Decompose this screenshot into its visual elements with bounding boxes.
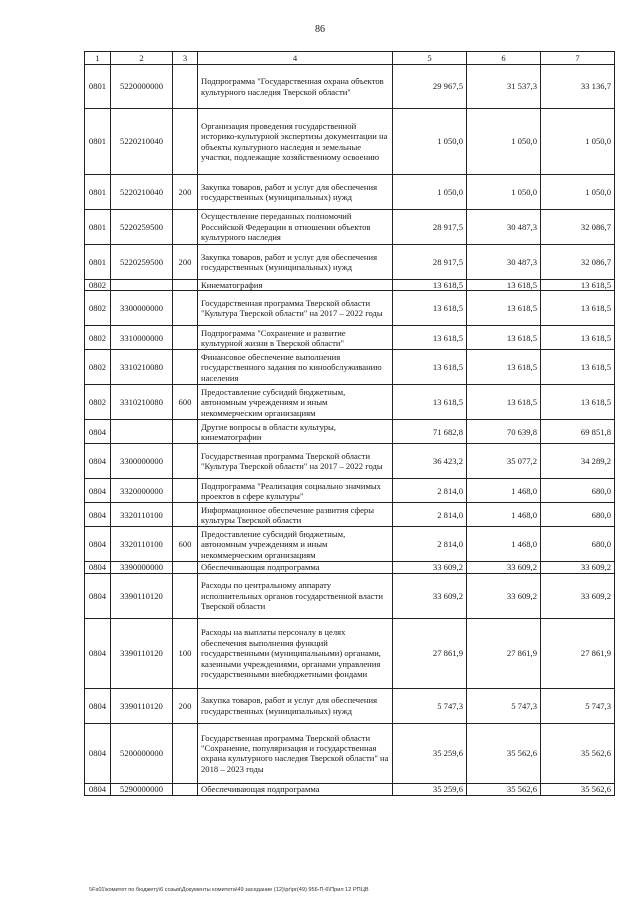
expense-type-cell: 200: [173, 175, 198, 210]
item-name-cell: Государственная программа Тверской области "Культура Тверской области" на 2017 – 2022 годы: [198, 444, 393, 479]
target-article-cell: 5220210040: [111, 175, 173, 210]
item-name-cell: Информационное обеспечение развития сферы культуры Тверской области: [198, 503, 393, 527]
amount-col6-cell: 13 618,5: [467, 291, 541, 326]
section-code-cell: 0801: [85, 175, 111, 210]
item-name-cell: Предоставление субсидий бюджетным, автономным учреждениям и иным некоммерческим организациям: [198, 527, 393, 562]
item-name-cell: Расходы по центральному аппарату исполнительных органов государственной власти Тверской области: [198, 573, 393, 618]
section-code-cell: 0804: [85, 444, 111, 479]
table-row: [85, 291, 615, 326]
header-cell: 4: [198, 52, 393, 65]
item-name-cell: Организация проведения государственной историко-культурной экспертизы документации на объекты культурного наследия и земельные участки, подлежащие хозяйственному освоению: [198, 109, 393, 175]
amount-col7-cell: 13 618,5: [541, 326, 615, 350]
target-article-cell: 3390110120: [111, 573, 173, 618]
target-article-cell: 3300000000: [111, 291, 173, 326]
section-code-cell: 0804: [85, 618, 111, 688]
amount-col6-cell: 35 562,6: [467, 723, 541, 783]
table-row: [85, 444, 615, 479]
amount-col7-cell: 69 851,8: [541, 420, 615, 444]
amount-col7-cell: 35 562,6: [541, 723, 615, 783]
section-code-cell: 0804: [85, 562, 111, 573]
target-article-cell: 5220259500: [111, 210, 173, 245]
footer-file-path: \\Fs01\комитет по бюджету\6 созыв\Документы комитета\49 заседание (12)\pr\pr(49) 956-П-6\Прил 12 РПЦВ: [89, 887, 369, 893]
amount-col6-cell: 30 487,3: [467, 245, 541, 280]
amount-col5-cell: 1 050,0: [393, 175, 467, 210]
table-row: [85, 479, 615, 503]
section-code-cell: 0804: [85, 503, 111, 527]
amount-col6-cell: 27 861,9: [467, 618, 541, 688]
target-article-cell: 3390110120: [111, 618, 173, 688]
expense-type-cell: [173, 291, 198, 326]
amount-col7-cell: 33 136,7: [541, 65, 615, 109]
amount-col5-cell: 2 814,0: [393, 527, 467, 562]
table-row: [85, 175, 615, 210]
amount-col7-cell: 32 086,7: [541, 245, 615, 280]
header-cell: 3: [173, 52, 198, 65]
section-code-cell: 0802: [85, 291, 111, 326]
item-name-cell: Обеспечивающая подпрограмма: [198, 783, 393, 795]
item-name-cell: Кинематография: [198, 280, 393, 291]
section-code-cell: 0802: [85, 280, 111, 291]
amount-col5-cell: 71 682,8: [393, 420, 467, 444]
section-code-cell: 0801: [85, 210, 111, 245]
amount-col7-cell: 13 618,5: [541, 280, 615, 291]
item-name-cell: Расходы на выплаты персоналу в целях обеспечения выполнения функций государственными (муниципальными) органами, казенными учреждениями, органами управления государственными внебюджетными фондами: [198, 618, 393, 688]
amount-col6-cell: 1 050,0: [467, 109, 541, 175]
section-code-cell: 0804: [85, 479, 111, 503]
target-article-cell: 3390000000: [111, 562, 173, 573]
section-code-cell: 0802: [85, 326, 111, 350]
item-name-cell: Закупка товаров, работ и услуг для обеспечения государственных (муниципальных) нужд: [198, 245, 393, 280]
amount-col6-cell: 35 077,2: [467, 444, 541, 479]
target-article-cell: 3320000000: [111, 479, 173, 503]
amount-col7-cell: 13 618,5: [541, 350, 615, 385]
expense-type-cell: [173, 783, 198, 795]
section-code-cell: 0804: [85, 723, 111, 783]
header-cell: 7: [541, 52, 615, 65]
header-cell: 6: [467, 52, 541, 65]
table-row: [85, 65, 615, 109]
section-code-cell: 0804: [85, 688, 111, 723]
expense-type-cell: [173, 109, 198, 175]
item-name-cell: Осуществление переданных полномочий Российской Федерации в отношении объектов культурного наследия: [198, 210, 393, 245]
amount-col5-cell: 13 618,5: [393, 326, 467, 350]
amount-col7-cell: 13 618,5: [541, 385, 615, 420]
table-row: [85, 245, 615, 280]
section-code-cell: 0801: [85, 65, 111, 109]
item-name-cell: Подпрограмма "Государственная охрана объектов культурного наследия Тверской области": [198, 65, 393, 109]
amount-col6-cell: 13 618,5: [467, 385, 541, 420]
amount-col6-cell: 1 468,0: [467, 527, 541, 562]
table-row: [85, 350, 615, 385]
amount-col5-cell: 5 747,3: [393, 688, 467, 723]
amount-col7-cell: 680,0: [541, 527, 615, 562]
section-code-cell: 0802: [85, 350, 111, 385]
target-article-cell: 3320110100: [111, 527, 173, 562]
item-name-cell: Закупка товаров, работ и услуг для обеспечения государственных (муниципальных) нужд: [198, 688, 393, 723]
amount-col7-cell: 13 618,5: [541, 291, 615, 326]
amount-col5-cell: 29 967,5: [393, 65, 467, 109]
table-row: [85, 573, 615, 618]
expense-type-cell: [173, 562, 198, 573]
header-cell: 2: [111, 52, 173, 65]
table-row: [85, 503, 615, 527]
section-code-cell: 0804: [85, 527, 111, 562]
header-cell: 5: [393, 52, 467, 65]
amount-col7-cell: 680,0: [541, 479, 615, 503]
budget-table: [84, 51, 615, 796]
item-name-cell: Государственная программа Тверской области "Сохранение, популяризация и государственная охрана культурного наследия Тверской области" на 2018 – 2023 годы: [198, 723, 393, 783]
table-row: [85, 618, 615, 688]
item-name-cell: Обеспечивающая подпрограмма: [198, 562, 393, 573]
expense-type-cell: [173, 210, 198, 245]
table-row: [85, 210, 615, 245]
table-row: [85, 420, 615, 444]
target-article-cell: 5200000000: [111, 723, 173, 783]
amount-col5-cell: 13 618,5: [393, 385, 467, 420]
item-name-cell: Государственная программа Тверской области "Культура Тверской области" на 2017 – 2022 годы: [198, 291, 393, 326]
table-row: [85, 385, 615, 420]
amount-col6-cell: 30 487,3: [467, 210, 541, 245]
expense-type-cell: [173, 503, 198, 527]
amount-col7-cell: 32 086,7: [541, 210, 615, 245]
expense-type-cell: [173, 573, 198, 618]
amount-col6-cell: 1 468,0: [467, 503, 541, 527]
amount-col5-cell: 13 618,5: [393, 280, 467, 291]
amount-col6-cell: 35 562,6: [467, 783, 541, 795]
section-code-cell: 0801: [85, 109, 111, 175]
table-row: [85, 280, 615, 291]
target-article-cell: 3390110120: [111, 688, 173, 723]
expense-type-cell: [173, 350, 198, 385]
amount-col5-cell: 33 609,2: [393, 573, 467, 618]
section-code-cell: 0802: [85, 385, 111, 420]
target-article-cell: [111, 280, 173, 291]
expense-type-cell: [173, 326, 198, 350]
item-name-cell: Подпрограмма "Сохранение и развитие культурной жизни в Тверской области": [198, 326, 393, 350]
amount-col5-cell: 27 861,9: [393, 618, 467, 688]
expense-type-cell: [173, 280, 198, 291]
amount-col5-cell: 2 814,0: [393, 479, 467, 503]
expense-type-cell: [173, 723, 198, 783]
page-number: 86: [315, 24, 325, 35]
expense-type-cell: [173, 65, 198, 109]
expense-type-cell: 600: [173, 385, 198, 420]
table-row: [85, 562, 615, 573]
table-row: [85, 527, 615, 562]
target-article-cell: [111, 420, 173, 444]
expense-type-cell: 200: [173, 688, 198, 723]
table-row: [85, 723, 615, 783]
target-article-cell: 5220000000: [111, 65, 173, 109]
table-row: [85, 326, 615, 350]
amount-col5-cell: 28 917,5: [393, 210, 467, 245]
amount-col6-cell: 13 618,5: [467, 280, 541, 291]
amount-col7-cell: 1 050,0: [541, 109, 615, 175]
header-row: [85, 52, 615, 65]
table-row: [85, 783, 615, 795]
header-cell: 1: [85, 52, 111, 65]
expense-type-cell: [173, 420, 198, 444]
target-article-cell: 5220259500: [111, 245, 173, 280]
amount-col6-cell: 33 609,2: [467, 562, 541, 573]
section-code-cell: 0801: [85, 245, 111, 280]
amount-col6-cell: 70 639,8: [467, 420, 541, 444]
amount-col7-cell: 5 747,3: [541, 688, 615, 723]
section-code-cell: 0804: [85, 420, 111, 444]
section-code-cell: 0804: [85, 573, 111, 618]
item-name-cell: Закупка товаров, работ и услуг для обеспечения государственных (муниципальных) нужд: [198, 175, 393, 210]
target-article-cell: 3320110100: [111, 503, 173, 527]
expense-type-cell: [173, 479, 198, 503]
amount-col7-cell: 33 609,2: [541, 562, 615, 573]
target-article-cell: 3310210080: [111, 385, 173, 420]
target-article-cell: 3310000000: [111, 326, 173, 350]
target-article-cell: 3300000000: [111, 444, 173, 479]
amount-col6-cell: 1 050,0: [467, 175, 541, 210]
amount-col5-cell: 35 259,6: [393, 783, 467, 795]
amount-col6-cell: 1 468,0: [467, 479, 541, 503]
table-row: [85, 109, 615, 175]
expense-type-cell: 100: [173, 618, 198, 688]
amount-col6-cell: 13 618,5: [467, 326, 541, 350]
amount-col7-cell: 35 562,6: [541, 783, 615, 795]
amount-col5-cell: 2 814,0: [393, 503, 467, 527]
amount-col5-cell: 36 423,2: [393, 444, 467, 479]
amount-col6-cell: 33 609,2: [467, 573, 541, 618]
amount-col5-cell: 35 259,6: [393, 723, 467, 783]
item-name-cell: Другие вопросы в области культуры, кинематографии: [198, 420, 393, 444]
target-article-cell: 5290000000: [111, 783, 173, 795]
amount-col6-cell: 13 618,5: [467, 350, 541, 385]
section-code-cell: 0804: [85, 783, 111, 795]
amount-col5-cell: 13 618,5: [393, 291, 467, 326]
amount-col5-cell: 13 618,5: [393, 350, 467, 385]
amount-col6-cell: 5 747,3: [467, 688, 541, 723]
table-row: [85, 688, 615, 723]
amount-col7-cell: 33 609,2: [541, 573, 615, 618]
amount-col7-cell: 27 861,9: [541, 618, 615, 688]
amount-col5-cell: 33 609,2: [393, 562, 467, 573]
item-name-cell: Финансовое обеспечение выполнения государственного задания по кинообслуживанию населения: [198, 350, 393, 385]
item-name-cell: Подпрограмма "Реализация социально значимых проектов в сфере культуры": [198, 479, 393, 503]
expense-type-cell: 600: [173, 527, 198, 562]
target-article-cell: 3310210080: [111, 350, 173, 385]
amount-col7-cell: 1 050,0: [541, 175, 615, 210]
amount-col7-cell: 34 289,2: [541, 444, 615, 479]
amount-col7-cell: 680,0: [541, 503, 615, 527]
amount-col5-cell: 28 917,5: [393, 245, 467, 280]
target-article-cell: 5220210040: [111, 109, 173, 175]
expense-type-cell: [173, 444, 198, 479]
expense-type-cell: 200: [173, 245, 198, 280]
amount-col6-cell: 31 537,3: [467, 65, 541, 109]
item-name-cell: Предоставление субсидий бюджетным, автономным учреждениям и иным некоммерческим организациям: [198, 385, 393, 420]
amount-col5-cell: 1 050,0: [393, 109, 467, 175]
